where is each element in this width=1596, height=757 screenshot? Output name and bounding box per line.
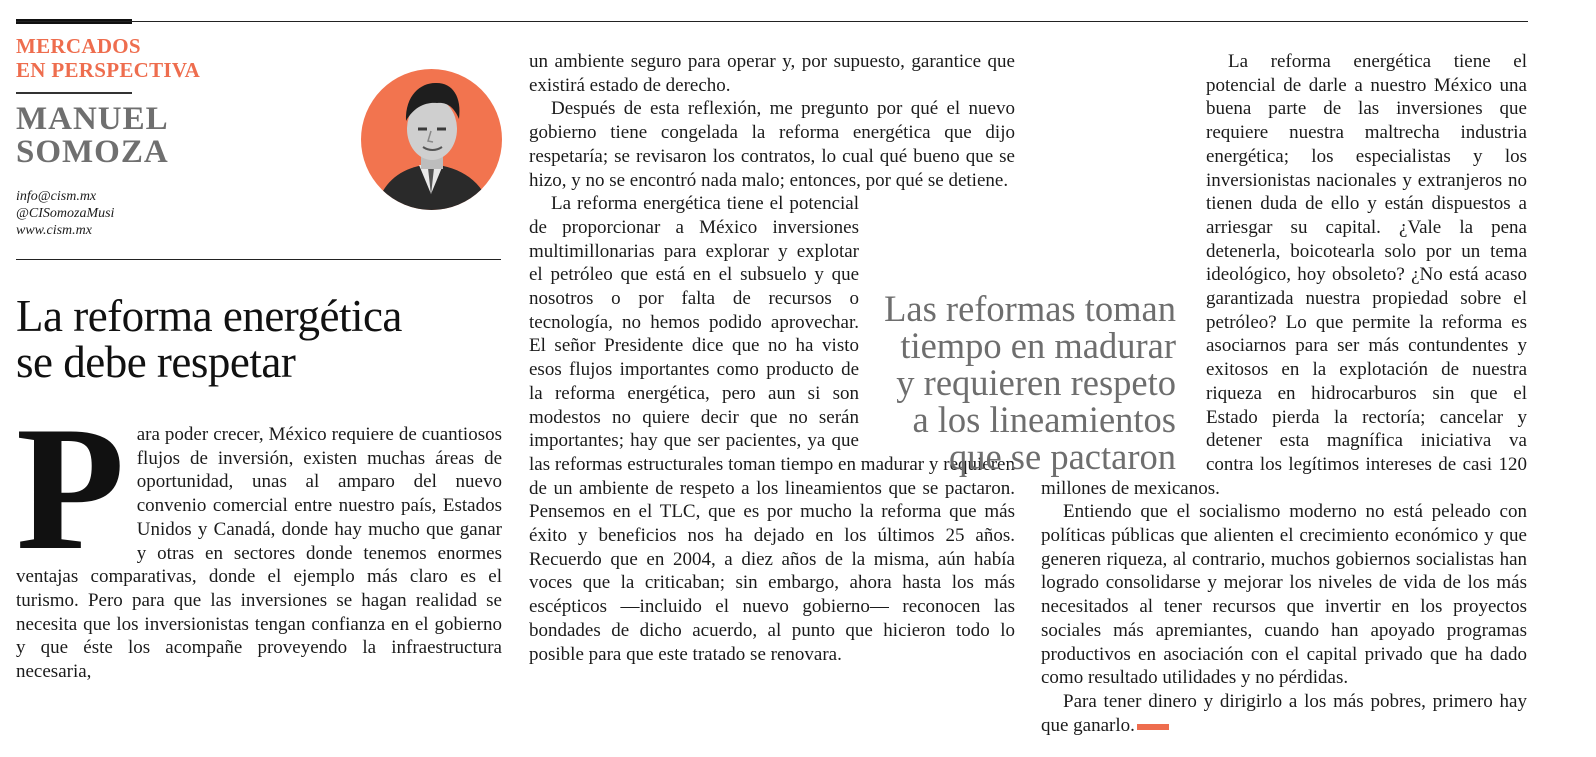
author-website: www.cism.mx: [16, 223, 92, 238]
paragraph-4-text: La reforma energética tiene el potencial de darle a nuestro México una buena parte de las inversiones que requiere nuestra maltrecha industria energética; los especialistas y los inversionistas nacionales y extranjeros no tienen duda de ello y están dispuestos a arriesgar su capital. ¿Vale la pena detenerla, boicotearla solo por un tema ideológico, hoy obsoleto? ¿No está acaso garantizada nuestra propiedad sobre el petróleo? Lo que permite la reforma es asociarnos para ser más contundentes y exitosos en la explotación de nuestra riqueza en hidrocarburos sin que el Estado pierda la rectoría; cancelar y detener esta magnífica iniciativa va contra los legítimos intereses de casi 120 millones de mexicanos.: [1041, 51, 1527, 499]
author-last-name: SOMOZA: [16, 134, 169, 170]
headline-line2: se debe respetar: [16, 337, 296, 387]
article-column-1: [16, 389, 502, 684]
paragraph-2: Después de esta reflexión, me pregunto por qué el nuevo gobierno tiene congelada la reforma energética que dijo respetaría; se revisaron los contratos, lo cual qué bueno que se hizo, y no se encontró nada malo; entonces, por qué se detiene.: [529, 98, 1015, 191]
paragraph-3-text: La reforma energética tiene el potencial de proporcionar a México inversiones multimillonarias para explorar y explotar el petróleo que está en el subsuelo y que nosotros o por falta de recursos o tecnología, no hemos podido aprovechar. El señor Presidente dice que no ha visto esos flujos importantes como producto de la reforma energética, pero aun si son modestos no quiere decir que no serán importantes; hay que ser pacientes, ya que las reformas estructurales toman tiempo en madurar y requieren de un ambiente de respeto a los lineamientos que se pactaron. Pensemos en el TLC, que es por mucho la reforma que más éxito y beneficios nos ha dejado en los últimos 25 años. Recuerdo que en 2004, a diez años de la misma, aún había voces que la criticaban; sin embargo, ahora hasta los más escépticos —incluido el nuevo gobierno— reconocen las bondades de dicho acuerdo, al punto que hicieron todo lo posible para que este tratado se renovara.: [529, 193, 1015, 665]
section-label: [16, 34, 336, 82]
author-portrait-icon: [361, 69, 502, 210]
paragraph-1-part-2: un ambiente seguro para operar y, por supuesto, garantice que existirá estado de derecho.: [529, 51, 1015, 96]
paragraph-1-continued: [529, 50, 1015, 97]
author-photo: [361, 69, 502, 210]
drop-cap: P: [16, 389, 125, 587]
end-mark-icon: [1137, 724, 1169, 730]
paragraph-1-part-1: ara poder crecer, México requiere de cuantiosos flujos de inversión, existen muchas áreas de oportunidad, unas al amparo del nuevo convenio comercial entre nuestro país, Estados Unidos y Canadá, donde hay mucho que ganar y otras en sectores donde tenemos enormes ventajas comparativas, donde el ejemplo más claro es el turismo. Pero para que las inversiones se hagan realidad se necesita que los inversionistas tengan confianza en el gobierno y que éste los acompañe proveyendo la infraestructura necesaria,: [16, 424, 502, 683]
author-first-name: MANUEL: [16, 101, 169, 137]
section-label-line2: EN PERSPECTIVA: [16, 58, 201, 82]
paragraph-6-text: Para tener dinero y dirigirlo a los más pobres, primero hay que ganarlo.: [1041, 690, 1527, 736]
headline-line1: La reforma energética: [16, 291, 402, 341]
headline: [16, 293, 501, 385]
author-contacts: [16, 188, 114, 239]
header-rule: [16, 21, 1528, 22]
author-twitter: @CISomozaMusi: [16, 206, 115, 221]
author-email: info@cism.mx: [16, 189, 97, 204]
section-label-line1: MERCADOS: [16, 34, 141, 58]
paragraph-5: Entiendo que el socialismo moderno no está peleado con políticas públicas que alienten el crecimiento económico y que generen riqueza, al contrario, muchos gobiernos socialistas han logrado consolidarse y mejorar los niveles de vida de los más necesitados al tener recursos que invertir en los proyectos sociales más apremiantes, cuando han apoyado programas productivos en asociación con el capital privado que ha dado como resultado utilidades y no pérdidas.: [1041, 501, 1527, 689]
author-name: [16, 103, 276, 169]
paragraph-6: [1041, 690, 1527, 737]
pull-quote: Las reformas toman tiempo en madurar y requieren respeto a los lineamientos que se pactaron: [884, 288, 1176, 477]
section-divider: [16, 92, 132, 94]
headline-rule: [16, 259, 501, 260]
